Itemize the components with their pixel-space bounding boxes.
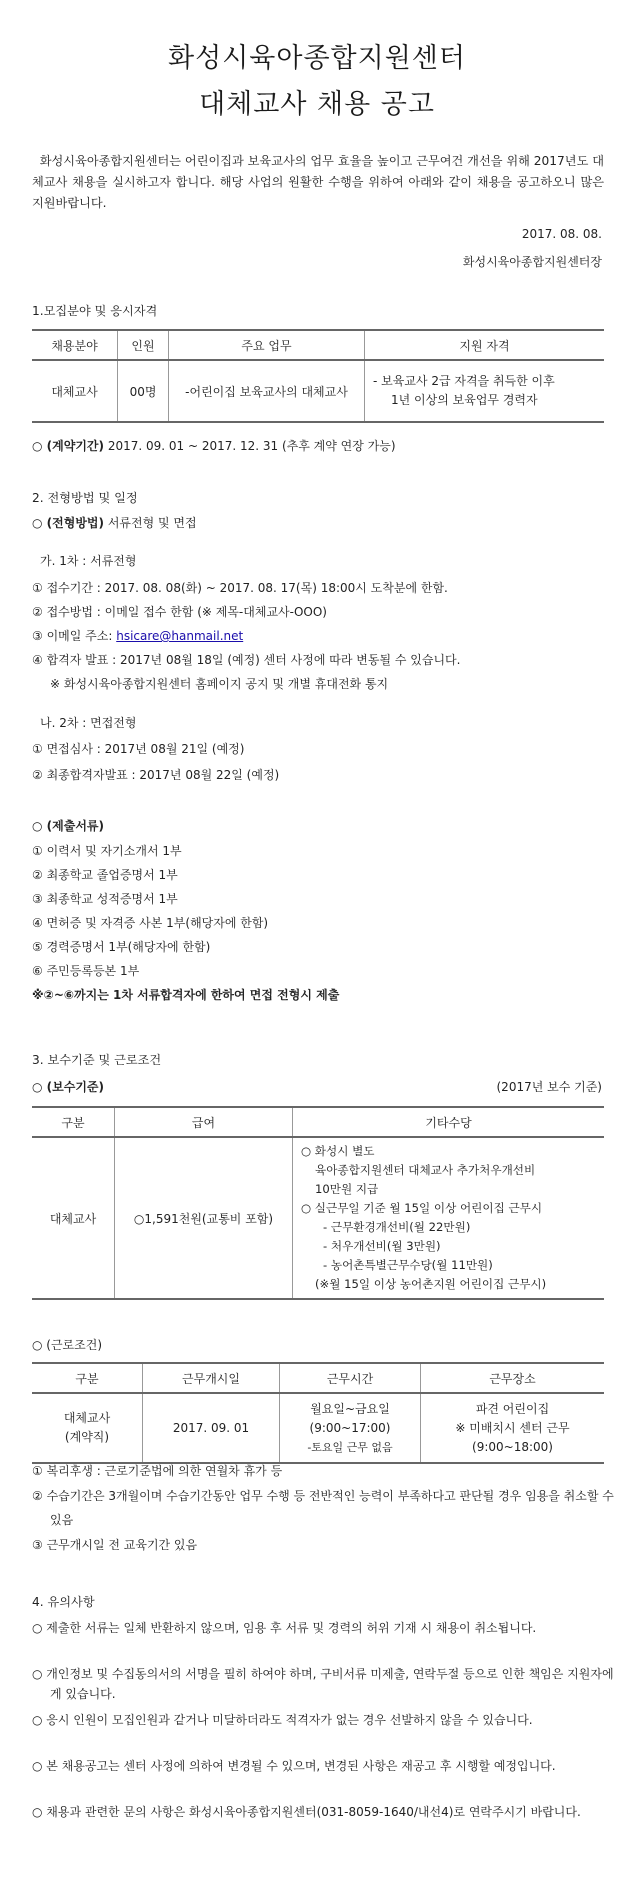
list-item: ② 접수방법 : 이메일 접수 한함 (※ 제목-대체교사-OOO) [32,605,327,619]
cell-type: 대체교사 [32,1137,115,1299]
list-item: ② 수습기간은 3개월이며 수습기간동안 업무 수행 등 전반적인 능력이 부족하다고 판단될 경우 임용을 취소할 수 있음 [32,1489,614,1527]
list-item: ① 복리후생 : 근로기준법에 의한 연월차 휴가 등 [32,1464,283,1478]
col-header: 지원 자격 [365,330,605,360]
list-item: ⑥ 주민등록등본 1부 [32,964,140,978]
cell-qualification: - 보육교사 2급 자격을 취득한 이후 1년 이상의 보육업무 경력자 [365,360,605,422]
list-item: ○ 개인정보 및 수집동의서의 서명을 필히 하여야 하며, 구비서류 미제출, 연락두절 등으로 인한 책임은 지원자에게 있습니다. [32,1667,614,1701]
list-item: ① 접수기간 : 2017. 08. 08(화) ~ 2017. 08. 17(목) 18:00시 도착분에 한함. [32,581,448,595]
section-3-heading: 3. 보수기준 및 근로조건 [32,1053,162,1067]
table-row [32,360,604,422]
table-row [32,1137,604,1299]
list-item: ○ 제출한 서류는 일체 반환하지 않으며, 임용 후 서류 및 경력의 허위 기재 시 채용이 취소됩니다. [32,1621,537,1635]
list-item: ⑤ 경력증명서 1부(해당자에 한함) [32,940,211,954]
list-item: ○ 응시 인원이 모집인원과 같거나 미달하더라도 적격자가 없는 경우 선발하지 않을 수 있습니다. [32,1713,533,1727]
col-header: 근무개시일 [143,1363,280,1393]
col-header: 채용분야 [32,330,118,360]
list-item: ○ 본 채용공고는 센터 사정에 의하여 변경될 수 있으며, 변경된 사항은 재공고 후 시행할 예정입니다. [32,1759,556,1773]
list-item: ③ 이메일 주소: hsicare@hanmail.net [32,629,244,643]
section-1-heading: 1.모집분야 및 응시자격 [32,304,158,318]
work-label: ○ (근로조건) [32,1338,103,1352]
cell-allowances: ○ 화성시 별도 육아종합지원센터 대체교사 추가처우개선비 10만원 지급 ○ 실근무일 기준 월 15일 이상 어린이집 근무시 - 근무환경개선비(월 22만원) - 처우개선비(월 3만원) - 농어촌특별근무수당(월 11만원) (※월 15일 이상 농어촌지원 어린이집 근무시) [293,1137,605,1299]
cell-hours: 월요일~금요일 (9:00~17:00) -토요일 근무 없음 [280,1393,421,1463]
cell-place: 파견 어린이집 ※ 미배치시 센터 근무 (9:00~18:00) [421,1393,605,1463]
recruit-table [32,329,604,423]
list-item: ① 면접심사 : 2017년 08월 21일 (예정) [32,742,245,756]
list-item: ③ 근무개시일 전 교육기간 있음 [32,1538,198,1552]
docs-note: ※②~⑥까지는 1차 서류합격자에 한하여 면접 전형시 제출 [32,988,340,1002]
pay-table [32,1106,604,1300]
list-item: ① 이력서 및 자기소개서 1부 [32,844,182,858]
col-header: 구분 [32,1107,115,1137]
col-header: 근무시간 [280,1363,421,1393]
notice-date: 2017. 08. 08. [521,227,602,241]
col-header: 구분 [32,1363,143,1393]
list-item: ② 최종학교 졸업증명서 1부 [32,868,178,882]
cell-count: 00명 [118,360,169,422]
list-item: ② 최종합격자발표 : 2017년 08월 22일 (예정) [32,768,280,782]
col-header: 기타수당 [293,1107,605,1137]
cell-type: 대체교사 (계약직) [32,1393,143,1463]
cell-start-date: 2017. 09. 01 [143,1393,280,1463]
contract-period: ○ (계약기간) 2017. 09. 01 ~ 2017. 12. 31 (추후 계약 연장 가능) [32,439,396,453]
cell-field: 대체교사 [32,360,118,422]
page-subtitle: 대체교사 채용 공고 [199,89,435,120]
list-item-note: ※ 화성시육아종합지원센터 홈페이지 공지 및 개별 휴대전화 통지 [50,677,389,691]
work-table [32,1362,604,1464]
col-header: 급여 [115,1107,293,1137]
list-item: ○ 채용과 관련한 문의 사항은 화성시육아종합지원센터(031-8059-1640/내선4)로 연락주시기 바랍니다. [32,1805,581,1819]
list-item: ④ 합격자 발표 : 2017년 08월 18일 (예정) 센터 사정에 따라 변동될 수 있습니다. [32,653,461,667]
cell-duty: -어린이집 보육교사의 대체교사 [169,360,365,422]
pay-label: ○ (보수기준) [32,1080,104,1094]
section-2-heading: 2. 전형방법 및 일정 [32,491,138,505]
notice-signer: 화성시육아종합지원센터장 [462,255,602,269]
docs-heading: ○ (제출서류) [32,819,104,833]
table-row [32,1393,604,1463]
list-item: ③ 최종학교 성적증명서 1부 [32,892,178,906]
second-round-heading: 나. 2차 : 면접전형 [40,716,137,730]
pay-year: (2017년 보수 기준) [496,1080,602,1094]
page-title: 화성시육아종합지원센터 [168,43,466,74]
list-item: ④ 면허증 및 자격증 사본 1부(해당자에 한함) [32,916,269,930]
col-header: 주요 업무 [169,330,365,360]
selection-method: ○ (전형방법) 서류전형 및 면접 [32,516,197,530]
cell-salary: ○1,591천원(교통비 포함) [115,1137,293,1299]
email-link[interactable]: hsicare@hanmail.net [116,629,244,643]
intro-paragraph: 화성시육아종합지원센터는 어린이집과 보육교사의 업무 효율을 높이고 근무여건 개선을 위해 2017년도 대체교사 채용을 실시하고자 합니다. 해당 사업의 원활한 수행을 위하여 아래와 같이 채용을 공고하오니 많은 지원바랍니다. [32,154,605,210]
col-header: 인원 [118,330,169,360]
first-round-heading: 가. 1차 : 서류전형 [40,554,137,568]
section-4-heading: 4. 유의사항 [32,1595,95,1609]
col-header: 근무장소 [421,1363,605,1393]
